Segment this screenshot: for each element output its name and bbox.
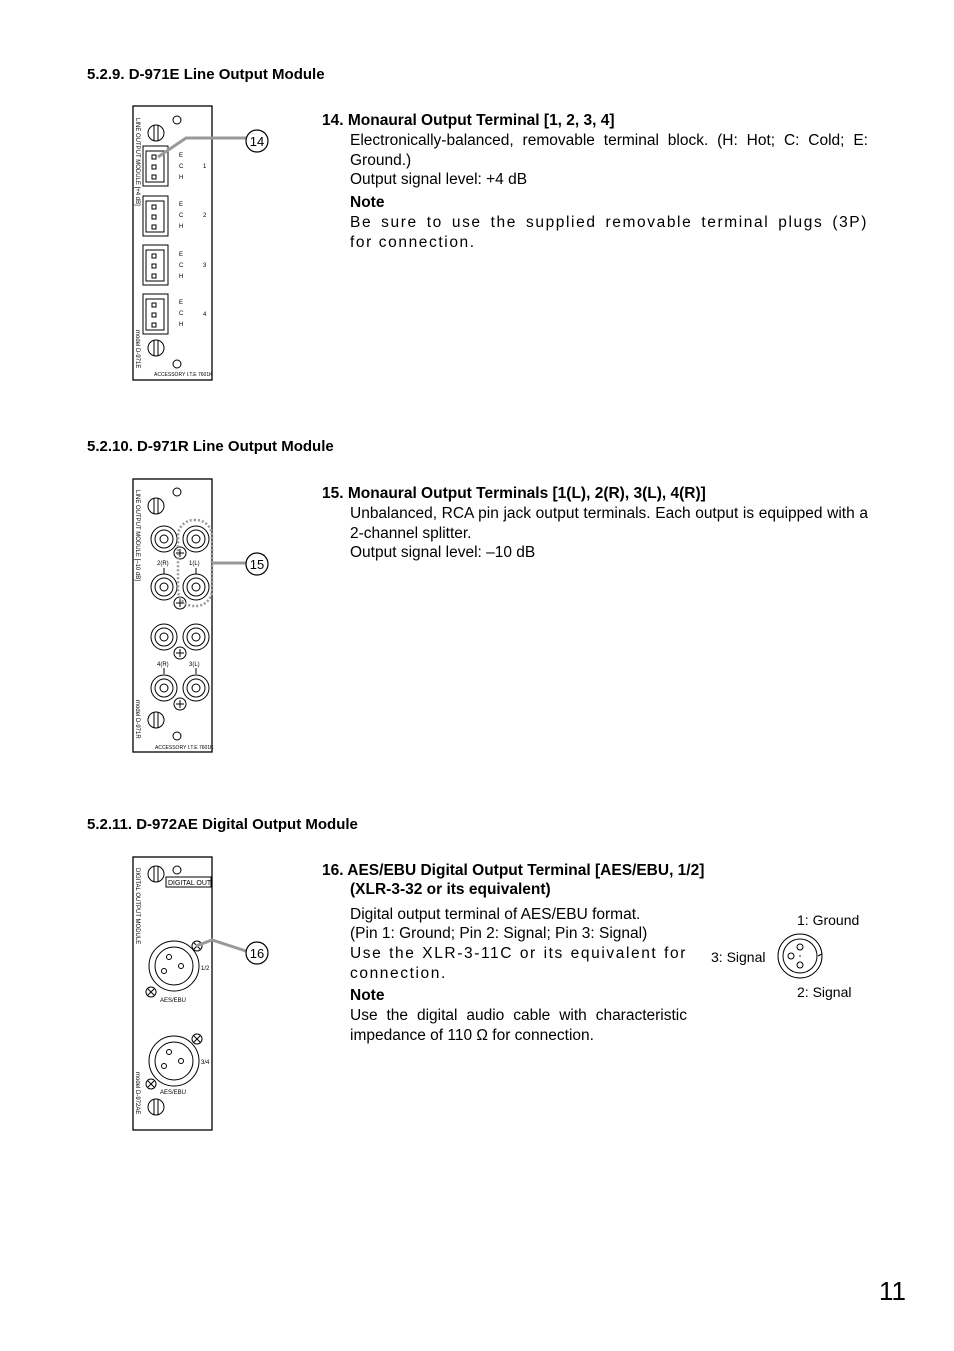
pin2-label: 2: Signal	[797, 984, 852, 1000]
section-heading-d971e: 5.2.9. D-971E Line Output Module	[87, 66, 325, 83]
svg-text:H: H	[179, 224, 184, 230]
svg-text:C: C	[179, 263, 184, 269]
svg-text:H: H	[179, 175, 184, 181]
svg-text:H: H	[179, 322, 184, 328]
svg-text:E: E	[179, 252, 184, 258]
item-14-level: Output signal level: +4 dB	[350, 171, 528, 188]
svg-text:model D-972AE: model D-972AE	[134, 1072, 140, 1115]
svg-text:DIGITAL OUTPUT MODULE: DIGITAL OUTPUT MODULE	[134, 868, 140, 945]
svg-text:LINE OUTPUT MODULE [–10 dB]: LINE OUTPUT MODULE [–10 dB]	[134, 490, 140, 581]
svg-text:AES/EBU: AES/EBU	[160, 1090, 187, 1096]
svg-text:E: E	[179, 153, 184, 159]
channel-label-1: 1	[203, 164, 207, 170]
channel-label-2: 2	[203, 213, 207, 219]
svg-text:C: C	[179, 213, 184, 219]
d971e-model-label: model D-971E	[134, 330, 140, 369]
item-title-16-sub: (XLR-3-32 or its equivalent)	[350, 881, 551, 898]
svg-text:14: 14	[249, 134, 265, 149]
item-16-note-label: Note	[350, 987, 385, 1004]
svg-text:H: H	[179, 274, 184, 280]
channel-label-3: 3	[203, 263, 207, 269]
item-16-pins: (Pin 1: Ground; Pin 2: Signal; Pin 3: Signal)	[350, 925, 648, 942]
d971e-side-label: LINE OUTPUT MODULE [+4 dB]	[134, 118, 140, 206]
item-14-desc: Electronically-balanced, removable terminal block. (H: Hot; C: Cold; E: Ground.)	[350, 132, 868, 169]
section-heading-d972ae: 5.2.11. D-972AE Digital Output Module	[87, 816, 358, 833]
item-title-15: 15. Monaural Output Terminals [1(L), 2(R), 3(L), 4(R)]	[322, 485, 706, 502]
item-16-connector: Use the XLR-3-11C or its equivalent for connection.	[350, 945, 687, 982]
section-heading-d971r: 5.2.10. D-971R Line Output Module	[87, 438, 334, 455]
svg-text:3/4: 3/4	[201, 1060, 210, 1066]
svg-text:16: 16	[249, 946, 265, 961]
svg-text:model D-971R: model D-971R	[134, 700, 140, 739]
svg-text:C: C	[179, 311, 184, 317]
item-15-desc: Unbalanced, RCA pin jack output terminals. Each output is equipped with a 2-channel splitter.	[350, 505, 868, 542]
xlr-pin-diagram	[700, 905, 870, 1005]
page-number: 11	[879, 1276, 906, 1306]
d971e-panel-illustration	[120, 100, 290, 390]
d971e-accessory-label: ACCESSORY I.T.E 7601K	[154, 372, 213, 378]
item-title-14: 14. Monaural Output Terminal [1, 2, 3, 4]	[322, 112, 615, 129]
svg-text:1(L): 1(L)	[189, 561, 200, 567]
svg-text:C: C	[179, 164, 184, 170]
svg-text:2(R): 2(R)	[157, 561, 169, 567]
channel-label-4: 4	[203, 312, 207, 318]
item-title-16: 16. AES/EBU Digital Output Terminal [AES/EBU, 1/2]	[322, 862, 705, 879]
pin3-label: 3: Signal	[711, 949, 766, 965]
item-14-note-label: Note	[350, 194, 385, 211]
svg-text:3(L): 3(L)	[189, 662, 200, 668]
item-16-note-text: Use the digital audio cable with characteristic impedance of 110 Ω for connection.	[350, 1007, 687, 1044]
d971r-panel-illustration	[120, 472, 290, 762]
svg-text:DIGITAL OUT: DIGITAL OUT	[168, 880, 212, 887]
item-15-level: Output signal level: –10 dB	[350, 544, 536, 561]
svg-text:15: 15	[249, 557, 265, 572]
pin1-label: 1: Ground	[797, 912, 860, 928]
svg-text:ACCESSORY I.T.E 7601K: ACCESSORY I.T.E 7601K	[155, 745, 214, 751]
item-16-desc: Digital output terminal of AES/EBU format.	[350, 906, 641, 923]
item-14-note-text: Be sure to use the supplied removable terminal plugs (3P) for connection.	[350, 214, 868, 251]
svg-text:E: E	[179, 300, 184, 306]
svg-text:AES/EBU: AES/EBU	[160, 998, 187, 1004]
svg-text:E: E	[179, 202, 184, 208]
d972ae-panel-illustration	[120, 850, 290, 1140]
svg-text:4(R): 4(R)	[157, 662, 169, 668]
svg-text:1/2: 1/2	[201, 966, 210, 972]
